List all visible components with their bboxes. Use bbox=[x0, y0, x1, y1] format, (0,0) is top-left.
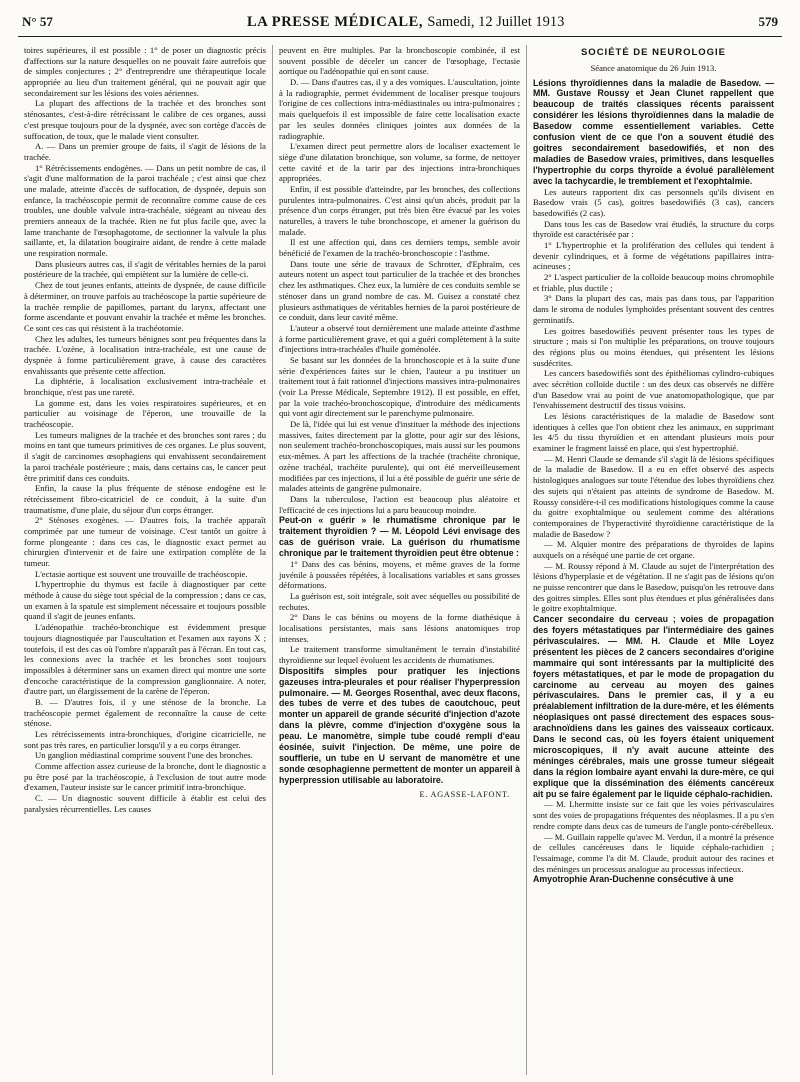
paragraph: toires supérieures, il est possible : 1° de poser un diagnostic précis d'affections sur la nature desquelles on ne pouvait faire autrefois que de simples conjectures ; 2° d'entreprendre une thérapeutique locale appropriée au lieu d'un traitement général, qui ne pouvait agir que secondairement sur les lésions des voies aériennes. bbox=[24, 45, 266, 98]
article-heading: Peut-on « guérir » le rhumatisme chronique par le traitement thyroïdien ? — M. Léopold Lévi envisage des cas de guérison vraie. La guérison du rhumatisme chronique par le traitement thyroïdien peut être obtenue : bbox=[279, 515, 520, 558]
paragraph: 2° Dans le cas bénins ou moyens de la forme diathésique à localisations persistantes, mais sans lésions anatomiques trop intenses. bbox=[279, 612, 520, 644]
paragraph: Les cancers basedowifiés sont des épithéliomas cylindro-cubiques avec sécrétion colloïde ductile : un des deux cas observés ne diffère d'un Basedow vrai au point de vue anatomopathologique, que par l'envahissement destructif des tissus voisins. bbox=[533, 368, 774, 411]
text-columns bbox=[18, 45, 782, 1075]
section-title: SOCIÉTÉ DE NEUROLOGIE bbox=[580, 47, 727, 58]
column-1 bbox=[18, 45, 272, 1075]
column-3 bbox=[526, 45, 780, 1075]
paragraph: Chez les adultes, les tumeurs bénignes sont peu fréquentes dans la trachée. L'ozène, à localisation intra-trachéale, est une cause de dyspnée à forme particulièrement grave, à cause des caractères envahissants que présente cette affection. bbox=[24, 333, 266, 376]
paragraph: Comme affection assez curieuse de la bronche, dont le diagnostic a pu être posé par la trachéoscopie, à l'exclusion de tout autre mode d'examen, l'auteur insiste sur le cancer primitif intra-bronchique. bbox=[24, 761, 266, 793]
column-2 bbox=[272, 45, 526, 1075]
paragraph: Les auteurs rapportent dix cas personnels qu'ils divisent en Basedow vrais (5 cas), goitres basedowifiés (3 cas), cancers basedowifiés (2 cas). bbox=[533, 186, 774, 218]
paragraph: 1° Rétrécissements endogènes. — Dans un petit nombre de cas, il s'agit d'une malformation de la paroi trachéale ; c'est ainsi que chez une malade, atteinte d'accès de suffocation, de dyspnée, depuis son enfance, la trachéoscopie permit de reconnaître comme cause de ces troubles, une double valvule intra-trachéale, siégeant au niveau des premiers anneaux de la trachée. Rien ne fut plus facile que, avec la lame tranchante de l'œsophagotome, de sectionner la valvule la plus saillante, et, la dilatation bougiraire aidant, de rendre à cette malade une respiration normale. bbox=[24, 162, 266, 259]
journal-name: LA PRESSE MÉDICALE, bbox=[246, 14, 424, 30]
paragraph: Les lésions caractéristiques de la maladie de Basedow sont identiques à celles que l'on obtient chez les animaux, en supprimant les 4/5 du tissu thyroïdien et en attendant plusieurs mois pour examiner le fragment laissé en place, qui s'est hypertrophié. bbox=[533, 411, 774, 454]
paragraph: Les tumeurs malignes de la trachée et des bronches sont rares ; du moins en tant que tumeurs primitives de ces organes. Le plus souvent, il s'agit de carcinomes œsophagiens qui envahissent secondairement la paroi trachéale postérieure ; mais, dans certains cas, le cancer peut être primitif dans ces conduits. bbox=[24, 429, 266, 483]
paragraph: Enfin, la cause la plus fréquente de sténose endogène est le rétrécissement fibro-cicatriciel de ce conduit, à la suite d'un traumatisme, d'une plaie, du séjour d'un corps étranger. bbox=[24, 483, 266, 515]
paragraph: L'ectasie aortique est souvent une trouvaille de trachéoscopie. bbox=[35, 568, 248, 579]
paragraph: peuvent en être multiples. Par la bronchoscopie combinée, il est souvent possible de déceler un cancer de l'œsophage, l'ectasie aortique ou l'adénopathie qui en sont cause. bbox=[279, 45, 520, 77]
paragraph: 1° Dans des cas bénins, moyens, et même graves de la forme juvénile à poussées répétées, à localisations variables et sans grosses déformations. bbox=[279, 558, 520, 591]
paragraph: C. — Un diagnostic souvent difficile à établir est celui des paralysies récurrentielles. Les causes bbox=[24, 793, 266, 814]
paragraph: L'examen direct peut permettre alors de localiser exactement le siège d'une dilatation bronchique, son volume, sa forme, de nettoyer cette cavité et de la tarir par des injections intra-bronchiques appropriées. bbox=[279, 141, 520, 184]
paragraph: 2° L'aspect particulier de la colloïde beaucoup moins chromophile et friable, plus ductile ; bbox=[533, 272, 774, 293]
paragraph: La diphtérie, à localisation exclusivement intra-trachéale et bronchique, n'est pas une rareté. bbox=[24, 376, 266, 397]
paragraph: La plupart des affections de la trachée et des bronches sont sténosantes, c'est-à-dire rétrécissant le calibre de ces organes, aussi c'est presque toujours pour de la dyspnée, avec son cortège d'accès de suffocation, de toux, que le malade vient consulter. bbox=[24, 98, 266, 141]
article-heading: Dispositifs simples pour pratiquer les injections gazeuses intra-pleurales et pour réaliser l'hyperpression pulmonaire. — M. Georges Rosenthal, avec deux flacons, des tubes de verre et des tubes de caoutchouc, peut monter un appareil de grande sécurité d'injection d'azote dans la plèvre, comme d'injection d'oxygène sous la peau. Le manomètre, simple tube coudé rempli d'eau éosinée, suivit l'injection. De même, une poire de soufflerie, un tube en U servant de manomètre et une sonde œsophagienne permettent de monter un appareil à hyperpression utilisable au laboratoire. bbox=[279, 665, 520, 785]
paragraph: Dans plusieurs autres cas, il s'agit de véritables hernies de la paroi postérieure de la trachée, qui empiètent sur la lumière de celle-ci. bbox=[24, 258, 266, 280]
author-signature: E. AGASSE-LAFONT. bbox=[419, 789, 510, 799]
paragraph: L'hypertrophie du thymus est facile à diagnostiquer par cette méthode à cause du siège tout spécial de la compression ; dans ce cas, un examen à la spatule est simplement nécessaire et toujours possible quand il s'agit de jeunes enfants. bbox=[24, 579, 266, 622]
issue-date: Samedi, 12 Juillet 1913 bbox=[427, 14, 565, 30]
paragraph: Se basant sur les données de la bronchoscopie et à la suite d'une série d'expériences faites sur le chien, l'auteur a pu instituer un traitement tout à fait rationnel d'injections massives intra-pulmonaires (voir La Presse Médicale, Septembre 1912). Il est possible, en effet, par la voie trachéo-bronchoscopique, d'introduire des médicaments qui vont agir directement sur le parenchyme pulmonaire. bbox=[279, 354, 520, 419]
paragraph: Un ganglion médiastinal comprime souvent l'une des bronches. bbox=[35, 750, 253, 761]
paragraph: Les rétrécissements intra-bronchiques, d'origine cicatricielle, ne sont pas très rares, en particulier lorsqu'il y a eu corps étranger. bbox=[24, 729, 266, 750]
paragraph: — M. Guillain rappelle qu'avec M. Verdun, il a montré la présence de cellules cancéreuses dans le liquide céphalo-rachidien ; l'essaimage, comme l'a dit M. Claude, produit autour des racines et des méninges un processus analogue au processus infectieux. bbox=[533, 831, 774, 874]
paragraph: — M. Lhermitte insiste sur ce fait que les voies périvasculaires sont des voies de propagations fréquentes des néoplasmes. Il a pu s'en rendre compte dans deux cas de tumeurs de l'angle ponto-cérébelleux. bbox=[533, 799, 774, 831]
paragraph: Il est une affection qui, dans ces derniers temps, semble avoir bénéficié de l'examen de la trachéo-bronchoscopie : l'asthme. bbox=[279, 237, 520, 259]
paragraph: A. — Dans un premier groupe de faits, il s'agit de lésions de la trachée. bbox=[24, 141, 266, 162]
paragraph: Le traitement transforme simultanément le terrain d'instabilité thyroïdienne sur lequel évoluent les accidents de rhumatismes. bbox=[279, 644, 520, 666]
paragraph: 2° Sténoses exogènes. — D'autres fois, la trachée apparaît comprimée par une tumeur de voisinage. C'est tantôt un goitre à forme plongeante : dans ces cas, le diagnostic exact permet au chirurgien d'intervenir et de faire une extirpation complète de la tumeur. bbox=[24, 515, 266, 568]
paragraph: De là, l'idée qui lui est venue d'instituer la méthode des injections massives, faites directement par la glotte, pour agir sur des lésions, non seulement trachéo-bronchoscopiques, mais aussi sur les poumons eux-mêmes. A part les affections de la trachée (trachéite chronique, ozène trachéal, trachéite purulente), qui ont été merveilleusement modifiées par ces injections, il lui a été possible de guérir une série de malades atteints de gangrène pulmonaire. bbox=[279, 419, 520, 494]
paragraph: B. — D'autres fois, il y une sténose de la bronche. La trachéoscopie permet également de reconnaître la cause de cette sténose. bbox=[24, 696, 266, 729]
paragraph: 3° Dans la plupart des cas, mais pas dans tous, par l'apparition dans le stroma de nodules lymphoïdes présentant souvent des centres germinatifs. bbox=[533, 293, 774, 325]
paragraph: L'auteur a observé tout dernièrement une malade atteinte d'asthme à forme particulièrement grave, et qui a guéri complètement à la suite d'injections intra-trachéales d'huile goménolée. bbox=[279, 322, 520, 355]
paragraph: — M. Roussy répond à M. Claude au sujet de l'interprétation des lésions d'hyperplasie et de végétation. Il ne s'agit pas de lésions qu'on ne puisse rencontrer que dans le Basedow, puisqu'on les retrouve dans des goitres simples. Elles sont plus étendues et plus généralisées dans le goitre exophtalmique. bbox=[533, 560, 774, 614]
paragraph: La guérison est, soit intégrale, soit avec séquelles ou possibilité de rechutes. bbox=[279, 590, 520, 612]
paragraph: Les goitres basedowifiés peuvent présenter tous les types de structure ; mais si l'on multiplie les préparations, on trouve toujours des régions plus ou moins étendues, qui présentent les lésions susdécrites. bbox=[533, 325, 774, 368]
paragraph: Dans tous les cas de Basedow vrai étudiés, la structure du corps thyroïde est caractérisée par : bbox=[533, 218, 774, 240]
page-header bbox=[18, 14, 782, 37]
paragraph: — M. Alquier montre des préparations de thyroïdes de lapins auxquels on a réséqué une partie de cet organe. bbox=[533, 539, 774, 560]
paragraph: D. — Dans d'autres cas, il y a des vomiques. L'auscultation, jointe à la radiographie, permet évidemment de localiser presque toujours l'origine de ces collections intra-médiastinales ou intra-pulmonaires ; mais quelquefois il est impossible de faire cette localisation exacte par les seules données cliniques jointes aux données de la radiographie. bbox=[279, 77, 520, 141]
paragraph: La gomme est, dans les voies respiratoires supérieures, et en particulier au voisinage de l'éperon, une trouvaille de la trachéoscopie. bbox=[24, 397, 266, 430]
paragraph: 1° L'hypertrophie et la prolifération des cellules qui tendent à devenir cylindriques, et à forme de végétations papillaires intra-acineuses ; bbox=[533, 240, 774, 272]
page-number: 579 bbox=[758, 14, 778, 29]
paragraph: — M. Henri Claude se demande s'il s'agit là de lésions spécifiques de la maladie de Basedow. Il a eu en effet observé des aspects histologiques analogues sur toute l'étendue des lobes thyroïdiens chez des sujets qui n'étaient pas atteints de syndrome de Basedow. M. Roussy considère-t-il ces modifications histologiques comme la cause du goitre exophtalmique ou seulement comme des altérations contemporaines de l'hyperactivité thyroïdienne caractéristique de la maladie de Basedow ? bbox=[533, 453, 774, 539]
article-heading: Cancer secondaire du cerveau ; voies de propagation des foyers métastatiques par l'intermédiaire des gaines périvasculaires. — MM. H. Claude et Mlle Loyez présentent les pièces de 2 cancers secondaires d'origine mammaire qui sont intéressants par la multiplicité des foyers métastatiques, et par le mode de propagation du carcinome au cerveau au moyen des gaines périvasculaires. Dans le premier cas, il y a eu préalablement infiltration de la dure-mère, et les éléments néoplasiques ont passé directement des espaces sous-arachnoïdiens dans les gaines des vaisseaux corticaux. Dans le second cas, où les foyers étaient uniquement microscopiques, il n'y avait aucune atteinte des méninges cérébrales, mais une grosse tumeur siégeait dans la région lombaire ayant envahi la dure-mère, ce qui explique que la dissémination des éléments cancéreux ait pu se faire également par le liquide céphalo-rachidien. bbox=[533, 614, 775, 799]
paragraph: Dans toute une série de travaux de Schrotter, d'Ephraïm, ces auteurs notent un aspect tout particulier de la trachée et des bronches chez les asthmatiques. Chez eux, la lumière de ces conduits semble se sténoser dans un grand nombre de cas. M. Guisez a constaté chez plusieurs asthmatiques de véritables hernies de la paroi postérieure de ce conduit, dans leur cavité même. bbox=[279, 258, 520, 323]
paragraph: Chez de tout jeunes enfants, atteints de dyspnée, de cause difficile à déterminer, on trouve parfois au trachéoscope la partie supérieure de la trachée remplie de papillomes, partant du larynx, affectant une forme ascendante et pouvant envahir la trachée et même les bronches. Ce sont ces cas qui résistent à la trachéotomie. bbox=[24, 280, 266, 333]
session-date: Séance anatomique du 26 Juin 1913. bbox=[590, 62, 717, 73]
article-heading: Lésions thyroïdiennes dans la maladie de Basedow. — MM. Gustave Roussy et Jean Clunet rappellent que beaucoup de traités classiques récents paraissent considérer les lésions thyroïdiennes dans la maladie de Basedow comme essentiellement variables. Cette confusion vient de ce que l'on a souvent étudié des goitres secondairement basedowifiés, et non des maladies de Basedow vraies, primitives, dans lesquelles l'hypertrophie du corps thyroïde a évolué parallèlement avec la tachycardie, le tremblement et l'exophtalmie. bbox=[533, 77, 774, 186]
paragraph: Enfin, il est possible d'atteindre, par les bronches, des collections purulentes intra-pulmonaires. C'est ainsi qu'un abcès, produit par la présence d'un corps étranger, put très bien être évacué par les voies naturelles, à travers le tube bronchoscope, et amener la guérison du malade. bbox=[279, 183, 520, 237]
paragraph: L'adénopathie trachéo-bronchique est évidemment presque toujours diagnostiquée par l'auscultation et l'examen aux rayons X ; toutefois, il est des cas où l'ombre n'apparaît pas à l'écran. En tout cas, les connexions avec la trachée et les bronches sont toujours impossibles à déterminer sans un examen direct qui montre une sorte d'encoche caractéristique de la compression ganglionnaire. A noter, d'autre part, un élargissement de la carène de l'éperon. bbox=[24, 622, 266, 697]
issue-number: N° 57 bbox=[22, 14, 53, 29]
article-heading: Amyotrophie Aran-Duchenne consécutive à une bbox=[533, 874, 734, 885]
journal-title bbox=[247, 14, 564, 31]
paragraph: Dans la tuberculose, l'action est beaucoup plus aléatoire et l'efficacité de ces injections lui a paru beaucoup moindre. bbox=[279, 493, 520, 515]
